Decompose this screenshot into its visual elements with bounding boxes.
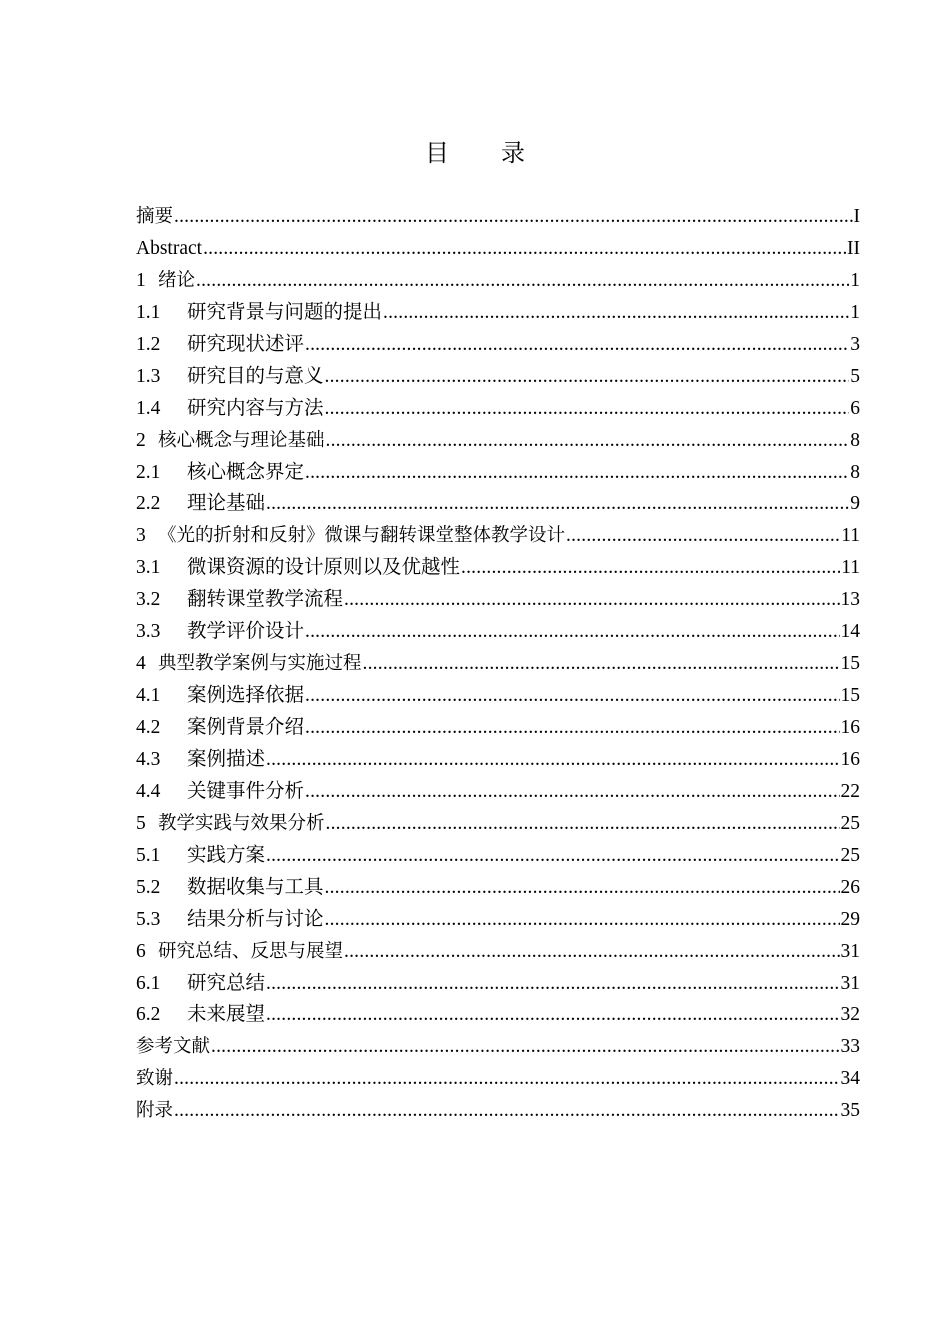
toc-entry-page-number: 3 (850, 333, 860, 355)
toc-entry-label: 研究总结 (187, 972, 266, 994)
toc-entry-number: 4.3 (136, 748, 161, 770)
toc-entry-page-number: 22 (840, 780, 860, 802)
toc-entry-page-number: 15 (840, 685, 860, 707)
toc-entry-label: 研究现状述评 (187, 333, 305, 355)
toc-entry[interactable] (136, 968, 860, 1000)
toc-entry-number: 3.2 (136, 589, 161, 611)
toc-entry-label: 研究内容与方法 (187, 397, 324, 419)
toc-entry-page-number: 14 (840, 621, 860, 643)
toc-entry-label: 教学实践与效果分析 (158, 812, 325, 834)
toc-entry-page-number: 8 (850, 461, 860, 483)
dot-leader (325, 872, 840, 904)
toc-entry-page-number: 31 (840, 940, 860, 962)
toc-entry[interactable] (136, 648, 860, 680)
toc-title (0, 138, 950, 170)
toc-entry-page-number: 8 (850, 429, 860, 451)
toc-title-char: 录 (501, 141, 525, 167)
toc-entry-page-number: 35 (840, 1100, 860, 1122)
toc-entry-label: 案例选择依据 (187, 685, 305, 707)
dot-leader (344, 584, 839, 616)
toc-entry-label: 《光的折射和反射》微课与翻转课堂整体教学设计 (158, 525, 566, 547)
toc-entry-label: 理论基础 (187, 493, 266, 515)
toc-entry-page-number: 25 (840, 812, 860, 834)
dot-leader (326, 425, 850, 457)
toc-entry-label: 核心概念与理论基础 (158, 429, 325, 451)
toc-entry-number: 6.1 (136, 972, 161, 994)
dot-leader (211, 1031, 839, 1063)
dot-leader (266, 968, 839, 1000)
toc-entry-number: 2.1 (136, 461, 161, 483)
dot-leader (325, 904, 840, 936)
dot-leader (325, 361, 850, 393)
toc-entry[interactable] (136, 616, 860, 648)
toc-entry-number: 2 (136, 429, 146, 451)
dot-leader (325, 393, 850, 425)
toc-entry-label: 研究背景与问题的提出 (187, 301, 383, 323)
toc-entry-number: 3.3 (136, 621, 161, 643)
toc-entry-number: 4 (136, 653, 146, 675)
toc-entry-label: 致谢 (136, 1068, 174, 1090)
dot-leader (266, 840, 839, 872)
toc-entry-label: 摘要 (136, 206, 174, 227)
toc-entry[interactable] (136, 712, 860, 744)
dot-leader (305, 329, 849, 361)
dot-leader (266, 488, 849, 520)
dot-leader (383, 297, 849, 329)
toc-entry[interactable] (136, 488, 860, 520)
toc-entry-number: 1 (136, 269, 146, 291)
toc-entry-number: 1.2 (136, 333, 161, 355)
toc-entry[interactable] (136, 872, 860, 904)
dot-leader (305, 616, 839, 648)
toc-entry-number: 1.4 (136, 397, 161, 419)
toc-title-char: 目 (425, 141, 449, 167)
toc-entry-page-number: 32 (840, 1004, 860, 1026)
toc-entry[interactable] (136, 904, 860, 936)
toc-entry-label: 典型教学案例与实施过程 (158, 653, 362, 675)
toc-entry[interactable] (136, 776, 860, 808)
toc-entry-label: 关键事件分析 (187, 780, 305, 802)
toc-entry-number: 4.2 (136, 717, 161, 738)
toc-entry[interactable] (136, 680, 860, 712)
dot-leader (174, 1063, 839, 1095)
toc-entry-page-number: 16 (840, 717, 860, 738)
toc-entry[interactable] (136, 552, 860, 584)
dot-leader (174, 201, 852, 233)
toc-entry[interactable] (136, 393, 860, 425)
toc-entry-number: 4.4 (136, 780, 161, 802)
toc-list (136, 201, 860, 1127)
toc-entry[interactable] (136, 233, 860, 265)
toc-entry-number: 5.3 (136, 908, 161, 930)
toc-entry-page-number: 1 (850, 269, 860, 291)
toc-entry-page-number: 13 (840, 589, 860, 611)
toc-entry-page-number: 26 (840, 876, 860, 898)
toc-entry-number: 4.1 (136, 685, 161, 707)
toc-entry-number: 3 (136, 525, 146, 547)
toc-entry[interactable] (136, 1095, 860, 1127)
toc-entry[interactable] (136, 999, 860, 1031)
toc-entry[interactable] (136, 744, 860, 776)
toc-entry-label: 微课资源的设计原则以及优越性 (187, 557, 461, 579)
toc-entry-label: 绪论 (158, 269, 196, 291)
toc-entry-label: 翻转课堂教学流程 (187, 589, 344, 611)
toc-entry[interactable] (136, 520, 860, 552)
toc-entry-label: 研究总结、反思与展望 (158, 940, 344, 962)
toc-entry-label: 结果分析与讨论 (187, 908, 324, 930)
dot-leader (344, 936, 839, 968)
toc-entry-page-number: 5 (850, 365, 860, 387)
toc-entry-page-number: 1 (850, 301, 860, 323)
toc-entry-number: 6.2 (136, 1004, 161, 1026)
toc-entry[interactable] (136, 265, 860, 297)
toc-entry[interactable] (136, 808, 860, 840)
toc-entry-page-number: 11 (841, 525, 860, 547)
toc-entry[interactable] (136, 840, 860, 872)
toc-entry-label: 研究目的与意义 (187, 365, 324, 387)
toc-entry-page-number: 15 (840, 653, 860, 675)
dot-leader (203, 233, 846, 265)
dot-leader (461, 552, 840, 584)
toc-entry-page-number: 29 (840, 908, 860, 930)
dot-leader (305, 457, 849, 489)
toc-entry-page-number: I (853, 206, 860, 227)
toc-entry[interactable] (136, 936, 860, 968)
toc-entry-page-number: 11 (841, 557, 860, 579)
toc-entry-label: 案例描述 (187, 748, 266, 770)
toc-entry-label: 参考文献 (136, 1036, 211, 1058)
toc-entry-label: Abstract (136, 237, 203, 259)
dot-leader (174, 1095, 839, 1127)
toc-entry-number: 3.1 (136, 557, 161, 579)
toc-entry[interactable] (136, 329, 860, 361)
toc-entry-label: 实践方案 (187, 844, 266, 866)
toc-entry-number: 2.2 (136, 493, 161, 515)
toc-entry[interactable] (136, 201, 860, 233)
toc-entry-number: 1.3 (136, 365, 161, 387)
toc-entry[interactable] (136, 584, 860, 616)
dot-leader (266, 744, 839, 776)
dot-leader (196, 265, 849, 297)
toc-entry-number: 6 (136, 940, 146, 962)
toc-entry[interactable] (136, 425, 860, 457)
toc-entry-page-number: 33 (840, 1036, 860, 1058)
dot-leader (305, 712, 839, 744)
toc-entry[interactable] (136, 1063, 860, 1095)
toc-entry[interactable] (136, 361, 860, 393)
toc-entry[interactable] (136, 297, 860, 329)
dot-leader (363, 648, 840, 680)
toc-entry-number: 5 (136, 812, 146, 834)
dot-leader (266, 999, 839, 1031)
toc-entry-page-number: 25 (840, 844, 860, 866)
toc-entry-label: 未来展望 (187, 1004, 266, 1026)
toc-entry-label: 教学评价设计 (187, 621, 305, 643)
toc-entry-page-number: 6 (850, 397, 860, 419)
dot-leader (305, 776, 839, 808)
toc-entry-number: 1.1 (136, 301, 161, 323)
toc-entry-number: 5.2 (136, 876, 161, 898)
toc-entry-page-number: 9 (850, 493, 860, 515)
toc-entry-page-number: 16 (840, 748, 860, 770)
toc-entry[interactable] (136, 1031, 860, 1063)
toc-entry-label: 案例背景介绍 (187, 717, 305, 738)
dot-leader (305, 680, 839, 712)
toc-entry-label: 数据收集与工具 (187, 876, 324, 898)
toc-entry[interactable] (136, 457, 860, 489)
toc-entry-page-number: 34 (840, 1068, 860, 1090)
toc-entry-label: 核心概念界定 (187, 461, 305, 483)
dot-leader (566, 520, 840, 552)
toc-entry-page-number: 31 (840, 972, 860, 994)
toc-entry-page-number: II (847, 237, 860, 259)
toc-entry-number: 5.1 (136, 844, 161, 866)
dot-leader (326, 808, 840, 840)
toc-entry-label: 附录 (136, 1100, 174, 1122)
